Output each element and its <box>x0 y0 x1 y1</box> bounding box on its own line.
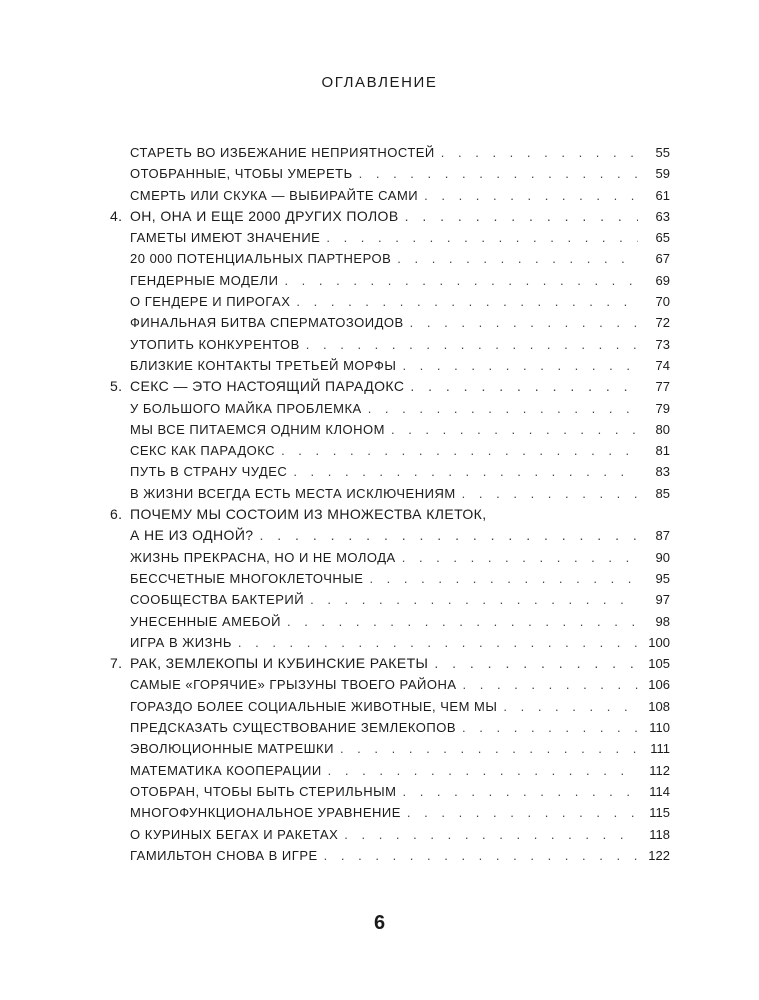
toc-section-row <box>110 312 670 333</box>
toc-page-number: 105 <box>648 656 670 672</box>
toc-page-number: 77 <box>655 379 670 395</box>
toc-entry-title: А НЕ ИЗ ОДНОЙ? <box>130 527 254 544</box>
toc-page-number: 73 <box>655 336 670 352</box>
toc-section-row <box>110 291 670 312</box>
toc-page-number: 122 <box>648 847 670 863</box>
toc-section-row <box>110 163 670 184</box>
toc-entry-title: БЛИЗКИЕ КОНТАКТЫ ТРЕТЬЕЙ МОРФЫ <box>130 357 397 373</box>
toc-dot-leader <box>306 334 638 355</box>
toc-entry-title: БЕССЧЕТНЫЕ МНОГОКЛЕТОЧНЫЕ <box>130 570 364 586</box>
toc-section-row <box>110 568 670 589</box>
toc-section-row <box>110 419 670 440</box>
toc-section-row <box>110 248 670 269</box>
toc-entry-title: О ГЕНДЕРЕ И ПИРОГАХ <box>130 294 291 310</box>
toc-entry-title: ЭВОЛЮЦИОННЫЕ МАТРЕШКИ <box>130 741 334 757</box>
toc-page-number: 100 <box>648 634 670 650</box>
toc-dot-leader <box>402 781 638 802</box>
toc-section-row <box>110 760 670 781</box>
toc-entry-title: В ЖИЗНИ ВСЕГДА ЕСТЬ МЕСТА ИСКЛЮЧЕНИЯМ <box>130 485 456 501</box>
toc-dot-leader <box>405 206 638 227</box>
toc-entry-title: СМЕРТЬ ИЛИ СКУКА — ВЫБИРАЙТЕ САМИ <box>130 187 419 203</box>
toc-page-number: 112 <box>649 762 670 778</box>
toc-dot-leader <box>340 738 638 759</box>
toc-dot-leader <box>424 185 638 206</box>
toc-dot-leader <box>441 142 638 163</box>
toc-dot-leader <box>462 717 638 738</box>
toc-page-number: 110 <box>649 720 670 736</box>
toc-section-row <box>110 185 670 206</box>
toc-section-row <box>110 824 670 845</box>
toc-page-number: 65 <box>655 230 670 246</box>
toc-entry-title: ГАМЕТЫ ИМЕЮТ ЗНАЧЕНИЕ <box>130 230 321 246</box>
toc-page-number: 111 <box>650 741 670 757</box>
toc-page-number: 95 <box>655 570 670 586</box>
toc-dot-leader <box>326 227 638 248</box>
toc-chapter-row <box>110 525 670 546</box>
toc-dot-leader <box>296 291 638 312</box>
toc-entry-title: ЖИЗНЬ ПРЕКРАСНА, НО И НЕ МОЛОДА <box>130 549 396 565</box>
toc-entry-title: САМЫЕ «ГОРЯЧИЕ» ГРЫЗУНЫ ТВОЕГО РАЙОНА <box>130 677 457 693</box>
toc-chapter-row <box>110 504 670 525</box>
toc-page-number: 55 <box>655 145 670 160</box>
toc-section-row <box>110 632 670 653</box>
toc-entry-title: ПОЧЕМУ МЫ СОСТОИМ ИЗ МНОЖЕСТВА КЛЕТОК, <box>130 506 487 523</box>
toc-section-row <box>110 589 670 610</box>
toc-entry-title: МЫ ВСЕ ПИТАЕМСЯ ОДНИМ КЛОНОМ <box>130 421 385 437</box>
toc-page-number: 69 <box>655 272 670 288</box>
toc-dot-leader <box>324 845 638 866</box>
toc-page-number: 81 <box>655 443 670 459</box>
toc-section-row <box>110 270 670 291</box>
page-number: 6 <box>373 912 386 934</box>
toc-entry-title: СТАРЕТЬ ВО ИЗБЕЖАНИЕ НЕПРИЯТНОСТЕЙ <box>130 145 435 160</box>
toc-section-row <box>110 802 670 823</box>
toc-section-row <box>110 355 670 376</box>
toc-page-number: 90 <box>655 549 670 565</box>
toc-dot-leader <box>368 398 638 419</box>
toc-page-number: 61 <box>655 187 670 203</box>
toc-page-number: 115 <box>649 805 670 821</box>
toc-dot-leader <box>434 653 638 674</box>
toc-dot-leader <box>391 419 638 440</box>
toc-page-number: 70 <box>655 294 670 310</box>
toc-section-row <box>110 611 670 632</box>
toc-dot-leader <box>410 376 638 397</box>
toc-chapter-number: 5. <box>110 378 123 395</box>
toc-section-row <box>110 227 670 248</box>
toc-entry-title: О КУРИНЫХ БЕГАХ И РАКЕТАХ <box>130 826 339 842</box>
toc-entry-title: ОН, ОНА И ЕЩЕ 2000 ДРУГИХ ПОЛОВ <box>130 207 399 224</box>
toc-dot-leader <box>402 547 638 568</box>
toc-page-number: 59 <box>655 166 670 182</box>
toc-dot-leader <box>328 760 638 781</box>
toc-dot-leader <box>359 163 638 184</box>
toc-entry-title: ИГРА В ЖИЗНЬ <box>130 634 232 650</box>
toc-dot-leader <box>462 483 638 504</box>
toc-dot-leader <box>503 696 638 717</box>
toc-page-number: 83 <box>655 464 670 480</box>
toc-dot-leader <box>410 312 638 333</box>
toc-page-number: 98 <box>655 613 670 629</box>
toc-dot-leader <box>260 525 639 546</box>
toc-page-number: 79 <box>655 400 670 416</box>
page-title: ОГЛАВЛЕНИЕ <box>321 74 438 91</box>
toc-page-number: 80 <box>655 421 670 437</box>
toc-entry-title: МАТЕМАТИКА КООПЕРАЦИИ <box>130 762 322 778</box>
toc-section-row <box>110 781 670 802</box>
toc-section-row <box>110 845 670 866</box>
toc-page-number: 85 <box>655 485 670 501</box>
toc-entry-title: МНОГОФУНКЦИОНАЛЬНОЕ УРАВНЕНИЕ <box>130 805 401 821</box>
toc-entry-title: У БОЛЬШОГО МАЙКА ПРОБЛЕМКА <box>130 400 362 416</box>
toc-entry-title: ОТОБРАН, ЧТОБЫ БЫТЬ СТЕРИЛЬНЫМ <box>130 783 397 799</box>
toc-dot-leader <box>238 632 638 653</box>
toc-section-row <box>110 483 670 504</box>
toc-section-row <box>110 461 670 482</box>
toc-entry-title: ГАМИЛЬТОН СНОВА В ИГРЕ <box>130 847 318 863</box>
toc-dot-leader <box>463 674 638 695</box>
toc-page-number: 72 <box>655 315 670 331</box>
toc-page-number: 67 <box>655 251 670 267</box>
toc-dot-leader <box>293 461 638 482</box>
toc-page-number: 97 <box>655 592 670 608</box>
toc-section-row <box>110 142 670 163</box>
toc-dot-leader <box>287 611 638 632</box>
toc-dot-leader <box>281 440 638 461</box>
toc-entry-title: РАК, ЗЕМЛЕКОПЫ И КУБИНСКИЕ РАКЕТЫ <box>130 655 429 672</box>
toc-chapter-number: 4. <box>110 207 123 224</box>
toc-page-number: 118 <box>649 826 670 842</box>
toc-section-row <box>110 334 670 355</box>
toc-entry-title: ГЕНДЕРНЫЕ МОДЕЛИ <box>130 272 279 288</box>
toc-dot-leader <box>402 355 638 376</box>
toc-chapter-row <box>110 653 670 674</box>
toc-entry-title: ГОРАЗДО БОЛЕЕ СОЦИАЛЬНЫЕ ЖИВОТНЫЕ, ЧЕМ МЫ <box>130 698 498 714</box>
toc-dot-leader <box>369 568 638 589</box>
toc-entry-title: ПРЕДСКАЗАТЬ СУЩЕСТВОВАНИЕ ЗЕМЛЕКОПОВ <box>130 720 457 736</box>
toc-chapter-number: 6. <box>110 506 123 523</box>
toc-page-number: 114 <box>649 783 670 799</box>
toc-section-row <box>110 738 670 759</box>
toc-section-row <box>110 440 670 461</box>
toc-section-row <box>110 547 670 568</box>
toc-chapter-row <box>110 206 670 227</box>
toc-entry-title: 20 000 ПОТЕНЦИАЛЬНЫХ ПАРТНЕРОВ <box>130 251 392 267</box>
toc-list <box>110 142 670 866</box>
toc-entry-title: ОТОБРАННЫЕ, ЧТОБЫ УМЕРЕТЬ <box>130 166 353 182</box>
toc-entry-title: ФИНАЛЬНАЯ БИТВА СПЕРМАТОЗОИДОВ <box>130 315 404 331</box>
toc-entry-title: СЕКС — ЭТО НАСТОЯЩИЙ ПАРАДОКС <box>130 378 405 395</box>
toc-entry-title: ПУТЬ В СТРАНУ ЧУДЕС <box>130 464 288 480</box>
toc-section-row <box>110 674 670 695</box>
toc-entry-title: СЕКС КАК ПАРАДОКС <box>130 443 276 459</box>
toc-dot-leader <box>310 589 638 610</box>
toc-page-number: 74 <box>655 357 670 373</box>
toc-section-row <box>110 696 670 717</box>
toc-dot-leader <box>397 248 638 269</box>
toc-page-number: 63 <box>655 208 670 224</box>
toc-page-number: 106 <box>648 677 670 693</box>
toc-page-number: 87 <box>655 528 670 544</box>
toc-chapter-row <box>110 376 670 397</box>
toc-section-row <box>110 717 670 738</box>
toc-dot-leader <box>344 824 638 845</box>
toc-dot-leader <box>284 270 638 291</box>
toc-entry-title: СООБЩЕСТВА БАКТЕРИЙ <box>130 592 305 608</box>
toc-entry-title: УНЕСЕННЫЕ АМЕБОЙ <box>130 613 281 629</box>
toc-page-number: 108 <box>648 698 670 714</box>
toc-section-row <box>110 398 670 419</box>
toc-dot-leader <box>407 802 638 823</box>
toc-entry-title: УТОПИТЬ КОНКУРЕНТОВ <box>130 336 300 352</box>
toc-chapter-number: 7. <box>110 655 123 672</box>
